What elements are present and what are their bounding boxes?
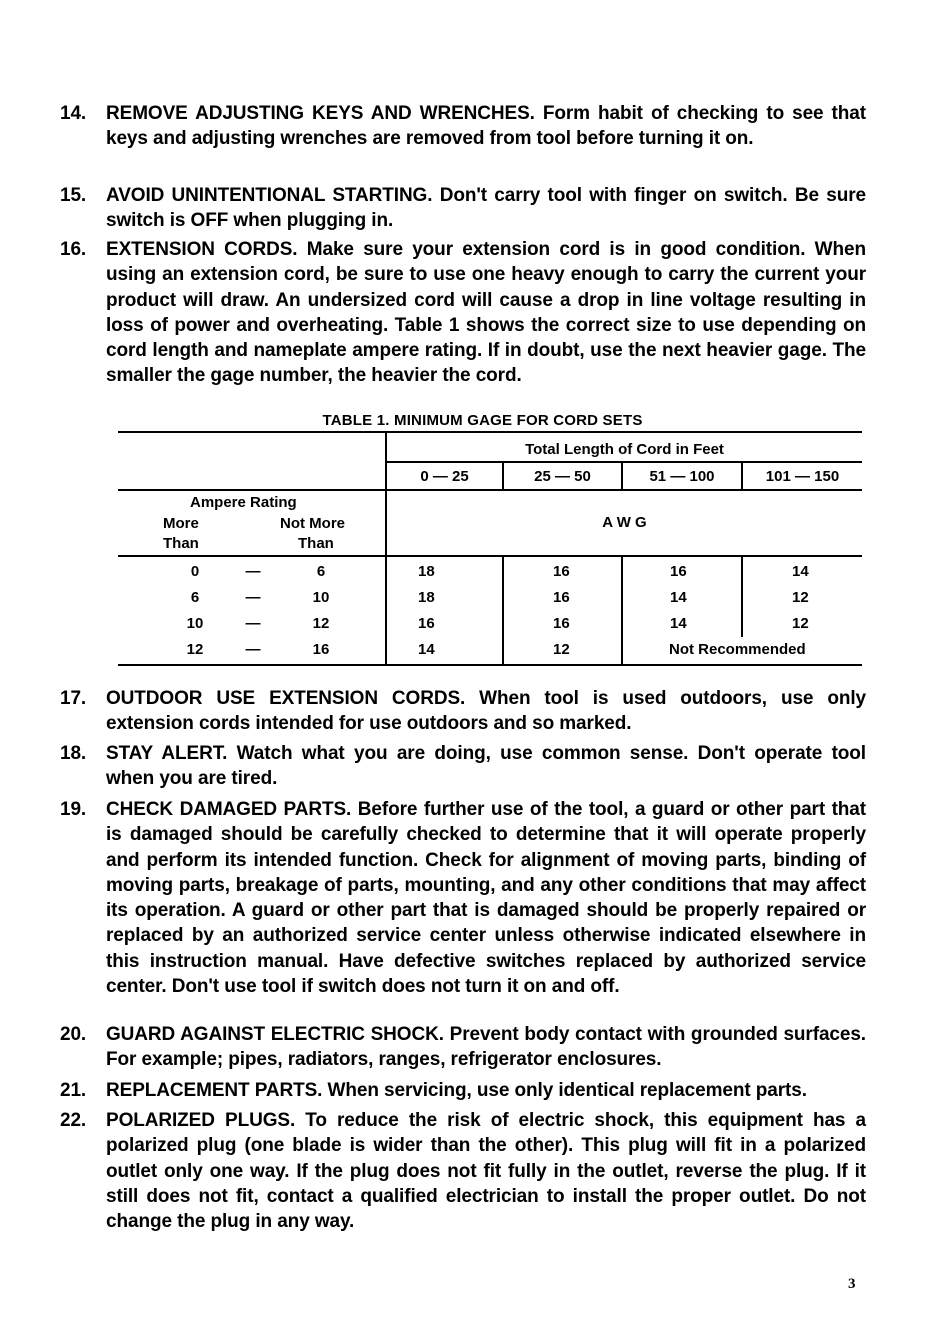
- item-number: 16.: [60, 239, 87, 260]
- length-col-header: 25 — 50: [534, 468, 591, 485]
- more-than-header: Than: [163, 535, 199, 552]
- item-heading: EXTENSION CORDS.: [106, 239, 298, 260]
- item-heading: POLARIZED PLUGS.: [106, 1110, 296, 1131]
- table-rule: [118, 489, 862, 491]
- table-cell: 18: [418, 589, 435, 606]
- table-cell: 16: [553, 615, 570, 632]
- item-text: Prevent body contact with grounded surfaces. For example; pipes, radiators, ranges, refrigerator enclosures.: [106, 1024, 866, 1071]
- item-number: 18.: [60, 743, 87, 764]
- length-col-header: 0 — 25: [420, 468, 469, 485]
- length-header: Total Length of Cord in Feet: [525, 441, 724, 458]
- table-cell: —: [245, 589, 261, 606]
- item-heading: STAY ALERT.: [106, 743, 228, 764]
- table-rule: [118, 431, 862, 433]
- item-heading: REMOVE ADJUSTING KEYS AND WRENCHES.: [106, 103, 535, 124]
- table-rule: [621, 555, 623, 665]
- not-more-than-header: Than: [298, 535, 334, 552]
- table-cell: 12: [792, 589, 809, 606]
- table-cell: 18: [418, 563, 435, 580]
- item-text: When servicing, use only identical replacement parts.: [322, 1080, 807, 1101]
- table-cell: 16: [553, 589, 570, 606]
- item-heading: OUTDOOR USE EXTENSION CORDS.: [106, 688, 466, 709]
- item-heading: AVOID UNINTENTIONAL STARTING.: [106, 185, 433, 206]
- item-number: 19.: [60, 799, 87, 820]
- table-cell: 12: [312, 615, 330, 632]
- page-number: 3: [848, 1276, 856, 1292]
- table-cell: 6: [190, 589, 200, 606]
- safety-item-15: [60, 183, 866, 234]
- table-rule: [385, 461, 862, 463]
- safety-item-20: [60, 1022, 866, 1073]
- item-text: Form habit of checking to see that keys and adjusting wrenches are removed from tool before turning it on.: [106, 103, 866, 150]
- length-col-header: 101 — 150: [765, 468, 840, 485]
- more-than-header: More: [163, 515, 199, 532]
- safety-item-21: [60, 1078, 866, 1103]
- table-cell: 6: [316, 563, 326, 580]
- table-cell: —: [245, 641, 261, 658]
- item-number: 17.: [60, 688, 87, 709]
- item-number: 14.: [60, 103, 87, 124]
- table-cell: —: [245, 563, 261, 580]
- table-cell: 14: [670, 589, 687, 606]
- table-cell: 14: [792, 563, 809, 580]
- item-text: Don't carry tool with finger on switch. Be sure switch is OFF when plugging in.: [106, 185, 866, 232]
- table-cell: 0: [190, 563, 200, 580]
- item-text: Before further use of the tool, a guard or other part that is damaged should be carefully checked to determine that it will operate properly and perform its intended function. Check for alignment of moving parts, binding of moving parts, breakage of parts, mounting, and any other conditions that may affect its operation. A guard or other part that is damaged should be properly repaired or replaced by an authorized service center unless otherwise indicated elsewhere in this instruction manual. Have defective switches replaced by authorized service center. Don't use tool if switch does not turn it on and off.: [106, 799, 867, 998]
- item-heading: CHECK DAMAGED PARTS.: [106, 799, 352, 820]
- item-text: Watch what you are doing, use common sense. Don't operate tool when you are tired.: [106, 743, 866, 790]
- item-text: When tool is used outdoors, use only extension cords intended for use outdoors and so marked.: [106, 688, 866, 735]
- item-heading: REPLACEMENT PARTS.: [106, 1080, 323, 1101]
- awg-header: A W G: [602, 514, 647, 531]
- item-number: 22.: [60, 1110, 87, 1131]
- table-cell: 12: [186, 641, 204, 658]
- table-cell: 16: [553, 563, 570, 580]
- item-text: To reduce the risk of electric shock, this equipment has a polarized plug (one blade is wider than the other). This plug will fit in a polarized outlet only one way. If the plug does not fit fully in the outlet, reverse the plug. If it still does not fit, contact a qualified electrician to install the proper outlet. Do not change the plug in any way.: [106, 1110, 866, 1233]
- table-cell: 16: [670, 563, 687, 580]
- table-cell: 14: [418, 641, 435, 658]
- item-heading: GUARD AGAINST ELECTRIC SHOCK.: [106, 1024, 444, 1045]
- safety-item-19: [60, 797, 866, 999]
- safety-item-18: [60, 741, 866, 792]
- table-cell: 14: [670, 615, 687, 632]
- table-cell: 10: [312, 589, 330, 606]
- not-more-than-header: Not More: [280, 515, 345, 532]
- safety-item-14: [60, 101, 866, 152]
- item-text: Make sure your extension cord is in good condition. When using an extension cord, be sure to use one heavy enough to carry the current your product will draw. An undersized cord will cause a drop in line voltage resulting in loss of power and overheating. Table 1 shows the correct size to use depending on cord length and nameplate ampere rating. If in doubt, use the next heavier gage. The smaller the gage number, the heavier the cord.: [106, 239, 866, 387]
- table-rule: [502, 555, 504, 665]
- item-number: 21.: [60, 1080, 87, 1101]
- table-cell: 10: [186, 615, 204, 632]
- table-cell: —: [245, 615, 261, 632]
- table-cell: 16: [312, 641, 330, 658]
- ampere-rating-header: Ampere Rating: [190, 494, 297, 511]
- table-rule: [741, 555, 743, 637]
- safety-item-22: [60, 1108, 866, 1234]
- item-number: 20.: [60, 1024, 87, 1045]
- table-rule: [118, 664, 862, 666]
- table-cell: 16: [418, 615, 435, 632]
- safety-item-16: [60, 237, 866, 389]
- item-number: 15.: [60, 185, 87, 206]
- length-col-header: 51 — 100: [649, 468, 715, 485]
- table-rule: [118, 555, 862, 557]
- table-cell: 12: [553, 641, 570, 658]
- not-recommended-cell: Not Recommended: [669, 641, 806, 658]
- safety-item-17: [60, 686, 866, 737]
- table-cell: 12: [792, 615, 809, 632]
- table-title: TABLE 1. MINIMUM GAGE FOR CORD SETS: [322, 412, 643, 429]
